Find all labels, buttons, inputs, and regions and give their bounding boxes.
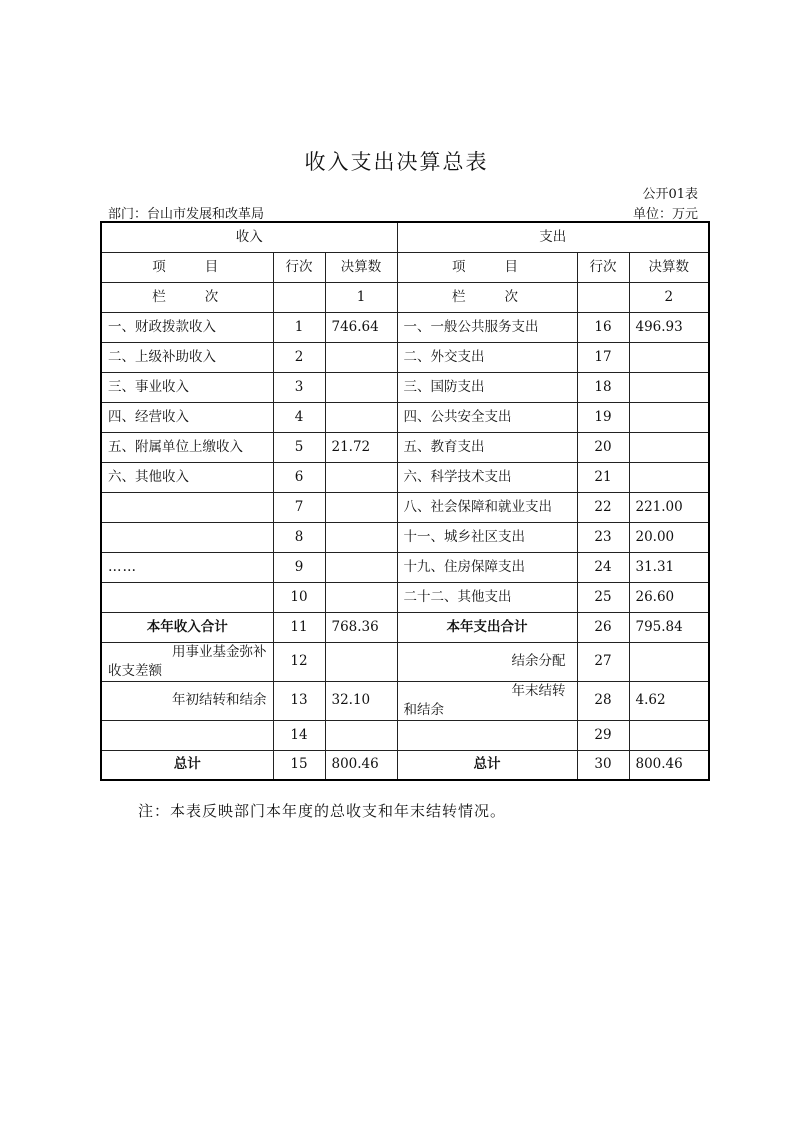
expense-amount xyxy=(629,642,709,681)
income-item xyxy=(101,492,273,522)
page-title: 收入支出决算总表 xyxy=(304,150,489,174)
table-row xyxy=(101,372,709,402)
income-row-no: 2 xyxy=(273,342,325,372)
income-amount: 32.10 xyxy=(325,681,397,720)
expense-item: 五、教育支出 xyxy=(397,432,577,462)
income-row-no: 14 xyxy=(273,720,325,750)
expense-item: 二、外交支出 xyxy=(397,342,577,372)
expense-item-header: 项 目 xyxy=(397,252,577,282)
expense-item: 二十二、其他支出 xyxy=(397,582,577,612)
column-index-row xyxy=(101,282,709,312)
expense-row-no: 16 xyxy=(577,312,629,342)
expense-grand-total-amount: 800.46 xyxy=(629,750,709,780)
table-row xyxy=(101,462,709,492)
income-item xyxy=(101,582,273,612)
income-row-no: 9 xyxy=(273,552,325,582)
year-total-row xyxy=(101,612,709,642)
income-amount xyxy=(325,492,397,522)
expense-item: 年末结转和结余 xyxy=(397,681,577,720)
grand-total-row xyxy=(101,750,709,780)
expense-item: 六、科学技术支出 xyxy=(397,462,577,492)
expense-amount: 20.00 xyxy=(629,522,709,552)
expense-item: 结余分配 xyxy=(397,642,577,681)
income-item xyxy=(101,522,273,552)
table-row xyxy=(101,402,709,432)
expense-row-no: 23 xyxy=(577,522,629,552)
income-year-total-amount: 768.36 xyxy=(325,612,397,642)
expense-amount xyxy=(629,462,709,492)
expense-amount xyxy=(629,372,709,402)
expense-section-header: 支出 xyxy=(397,222,709,252)
table-row xyxy=(101,552,709,582)
table-row xyxy=(101,432,709,462)
expense-row-no: 20 xyxy=(577,432,629,462)
table-row xyxy=(101,681,709,720)
income-row-no: 3 xyxy=(273,372,325,402)
income-column-no: 1 xyxy=(325,282,397,312)
expense-item xyxy=(397,720,577,750)
income-row-no: 10 xyxy=(273,582,325,612)
expense-row-no: 21 xyxy=(577,462,629,492)
income-item: 五、附属单位上缴收入 xyxy=(101,432,273,462)
expense-amount xyxy=(629,432,709,462)
table-row xyxy=(101,642,709,681)
income-grand-total-amount: 800.46 xyxy=(325,750,397,780)
expense-year-total-amount: 795.84 xyxy=(629,612,709,642)
expense-row-no: 17 xyxy=(577,342,629,372)
empty-cell xyxy=(273,282,325,312)
expense-row-no-header: 行次 xyxy=(577,252,629,282)
unit-label: 单位：万元 xyxy=(632,207,698,222)
income-row-no: 12 xyxy=(273,642,325,681)
expense-row-no: 22 xyxy=(577,492,629,522)
empty-cell xyxy=(577,282,629,312)
table-row xyxy=(101,492,709,522)
expense-item: 四、公共安全支出 xyxy=(397,402,577,432)
expense-item: 十一、城乡社区支出 xyxy=(397,522,577,552)
expense-amount: 31.31 xyxy=(629,552,709,582)
income-row-no: 15 xyxy=(273,750,325,780)
expense-amount xyxy=(629,720,709,750)
income-grand-total-label: 总计 xyxy=(101,750,273,780)
income-amount: 746.64 xyxy=(325,312,397,342)
expense-row-no: 30 xyxy=(577,750,629,780)
expense-year-total-label: 本年支出合计 xyxy=(397,612,577,642)
expense-item: 八、社会保障和就业支出 xyxy=(397,492,577,522)
expense-row-no: 19 xyxy=(577,402,629,432)
table-row xyxy=(101,522,709,552)
expense-row-no: 25 xyxy=(577,582,629,612)
expense-amount: 26.60 xyxy=(629,582,709,612)
header-row-columns xyxy=(101,252,709,282)
income-item: 三、事业收入 xyxy=(101,372,273,402)
expense-amount: 496.93 xyxy=(629,312,709,342)
income-amount xyxy=(325,462,397,492)
summary-table xyxy=(100,221,710,781)
header-row-sections xyxy=(101,222,709,252)
department-label: 部门：台山市发展和改革局 xyxy=(108,207,265,222)
income-row-no: 8 xyxy=(273,522,325,552)
expense-amount: 221.00 xyxy=(629,492,709,522)
expense-column-label: 栏 次 xyxy=(397,282,577,312)
income-row-no: 7 xyxy=(273,492,325,522)
income-item xyxy=(101,720,273,750)
income-row-no: 4 xyxy=(273,402,325,432)
expense-amount-header: 决算数 xyxy=(629,252,709,282)
income-item-ellipsis: …… xyxy=(101,552,273,582)
expense-item: 十九、住房保障支出 xyxy=(397,552,577,582)
income-item: 用事业基金弥补收支差额 xyxy=(101,642,273,681)
income-amount-header: 决算数 xyxy=(325,252,397,282)
income-item: 六、其他收入 xyxy=(101,462,273,492)
income-section-header: 收入 xyxy=(101,222,397,252)
income-row-no: 6 xyxy=(273,462,325,492)
table-row xyxy=(101,342,709,372)
expense-column-no: 2 xyxy=(629,282,709,312)
expense-row-no: 28 xyxy=(577,681,629,720)
income-amount xyxy=(325,582,397,612)
income-amount xyxy=(325,552,397,582)
income-row-no-header: 行次 xyxy=(273,252,325,282)
income-item: 一、财政拨款收入 xyxy=(101,312,273,342)
expense-item: 一、一般公共服务支出 xyxy=(397,312,577,342)
expense-amount xyxy=(629,402,709,432)
income-row-no: 1 xyxy=(273,312,325,342)
table-row xyxy=(101,312,709,342)
expense-amount xyxy=(629,342,709,372)
income-item-header: 项 目 xyxy=(101,252,273,282)
income-amount xyxy=(325,642,397,681)
income-column-label: 栏 次 xyxy=(101,282,273,312)
income-amount xyxy=(325,720,397,750)
income-row-no: 5 xyxy=(273,432,325,462)
income-amount xyxy=(325,372,397,402)
expense-row-no: 27 xyxy=(577,642,629,681)
income-amount xyxy=(325,342,397,372)
table-row xyxy=(101,582,709,612)
expense-grand-total-label: 总计 xyxy=(397,750,577,780)
form-code: 公开01表 xyxy=(642,187,698,202)
income-item: 二、上级补助收入 xyxy=(101,342,273,372)
expense-row-no: 26 xyxy=(577,612,629,642)
expense-row-no: 18 xyxy=(577,372,629,402)
income-item: 四、经营收入 xyxy=(101,402,273,432)
income-amount: 21.72 xyxy=(325,432,397,462)
income-item: 年初结转和结余 xyxy=(101,681,273,720)
table-row xyxy=(101,720,709,750)
income-row-no: 13 xyxy=(273,681,325,720)
income-row-no: 11 xyxy=(273,612,325,642)
expense-row-no: 24 xyxy=(577,552,629,582)
income-amount xyxy=(325,402,397,432)
expense-item: 三、国防支出 xyxy=(397,372,577,402)
expense-amount: 4.62 xyxy=(629,681,709,720)
footnote: 注：本表反映部门本年度的总收支和年末结转情况。 xyxy=(138,802,507,820)
income-amount xyxy=(325,522,397,552)
expense-row-no: 29 xyxy=(577,720,629,750)
income-year-total-label: 本年收入合计 xyxy=(101,612,273,642)
